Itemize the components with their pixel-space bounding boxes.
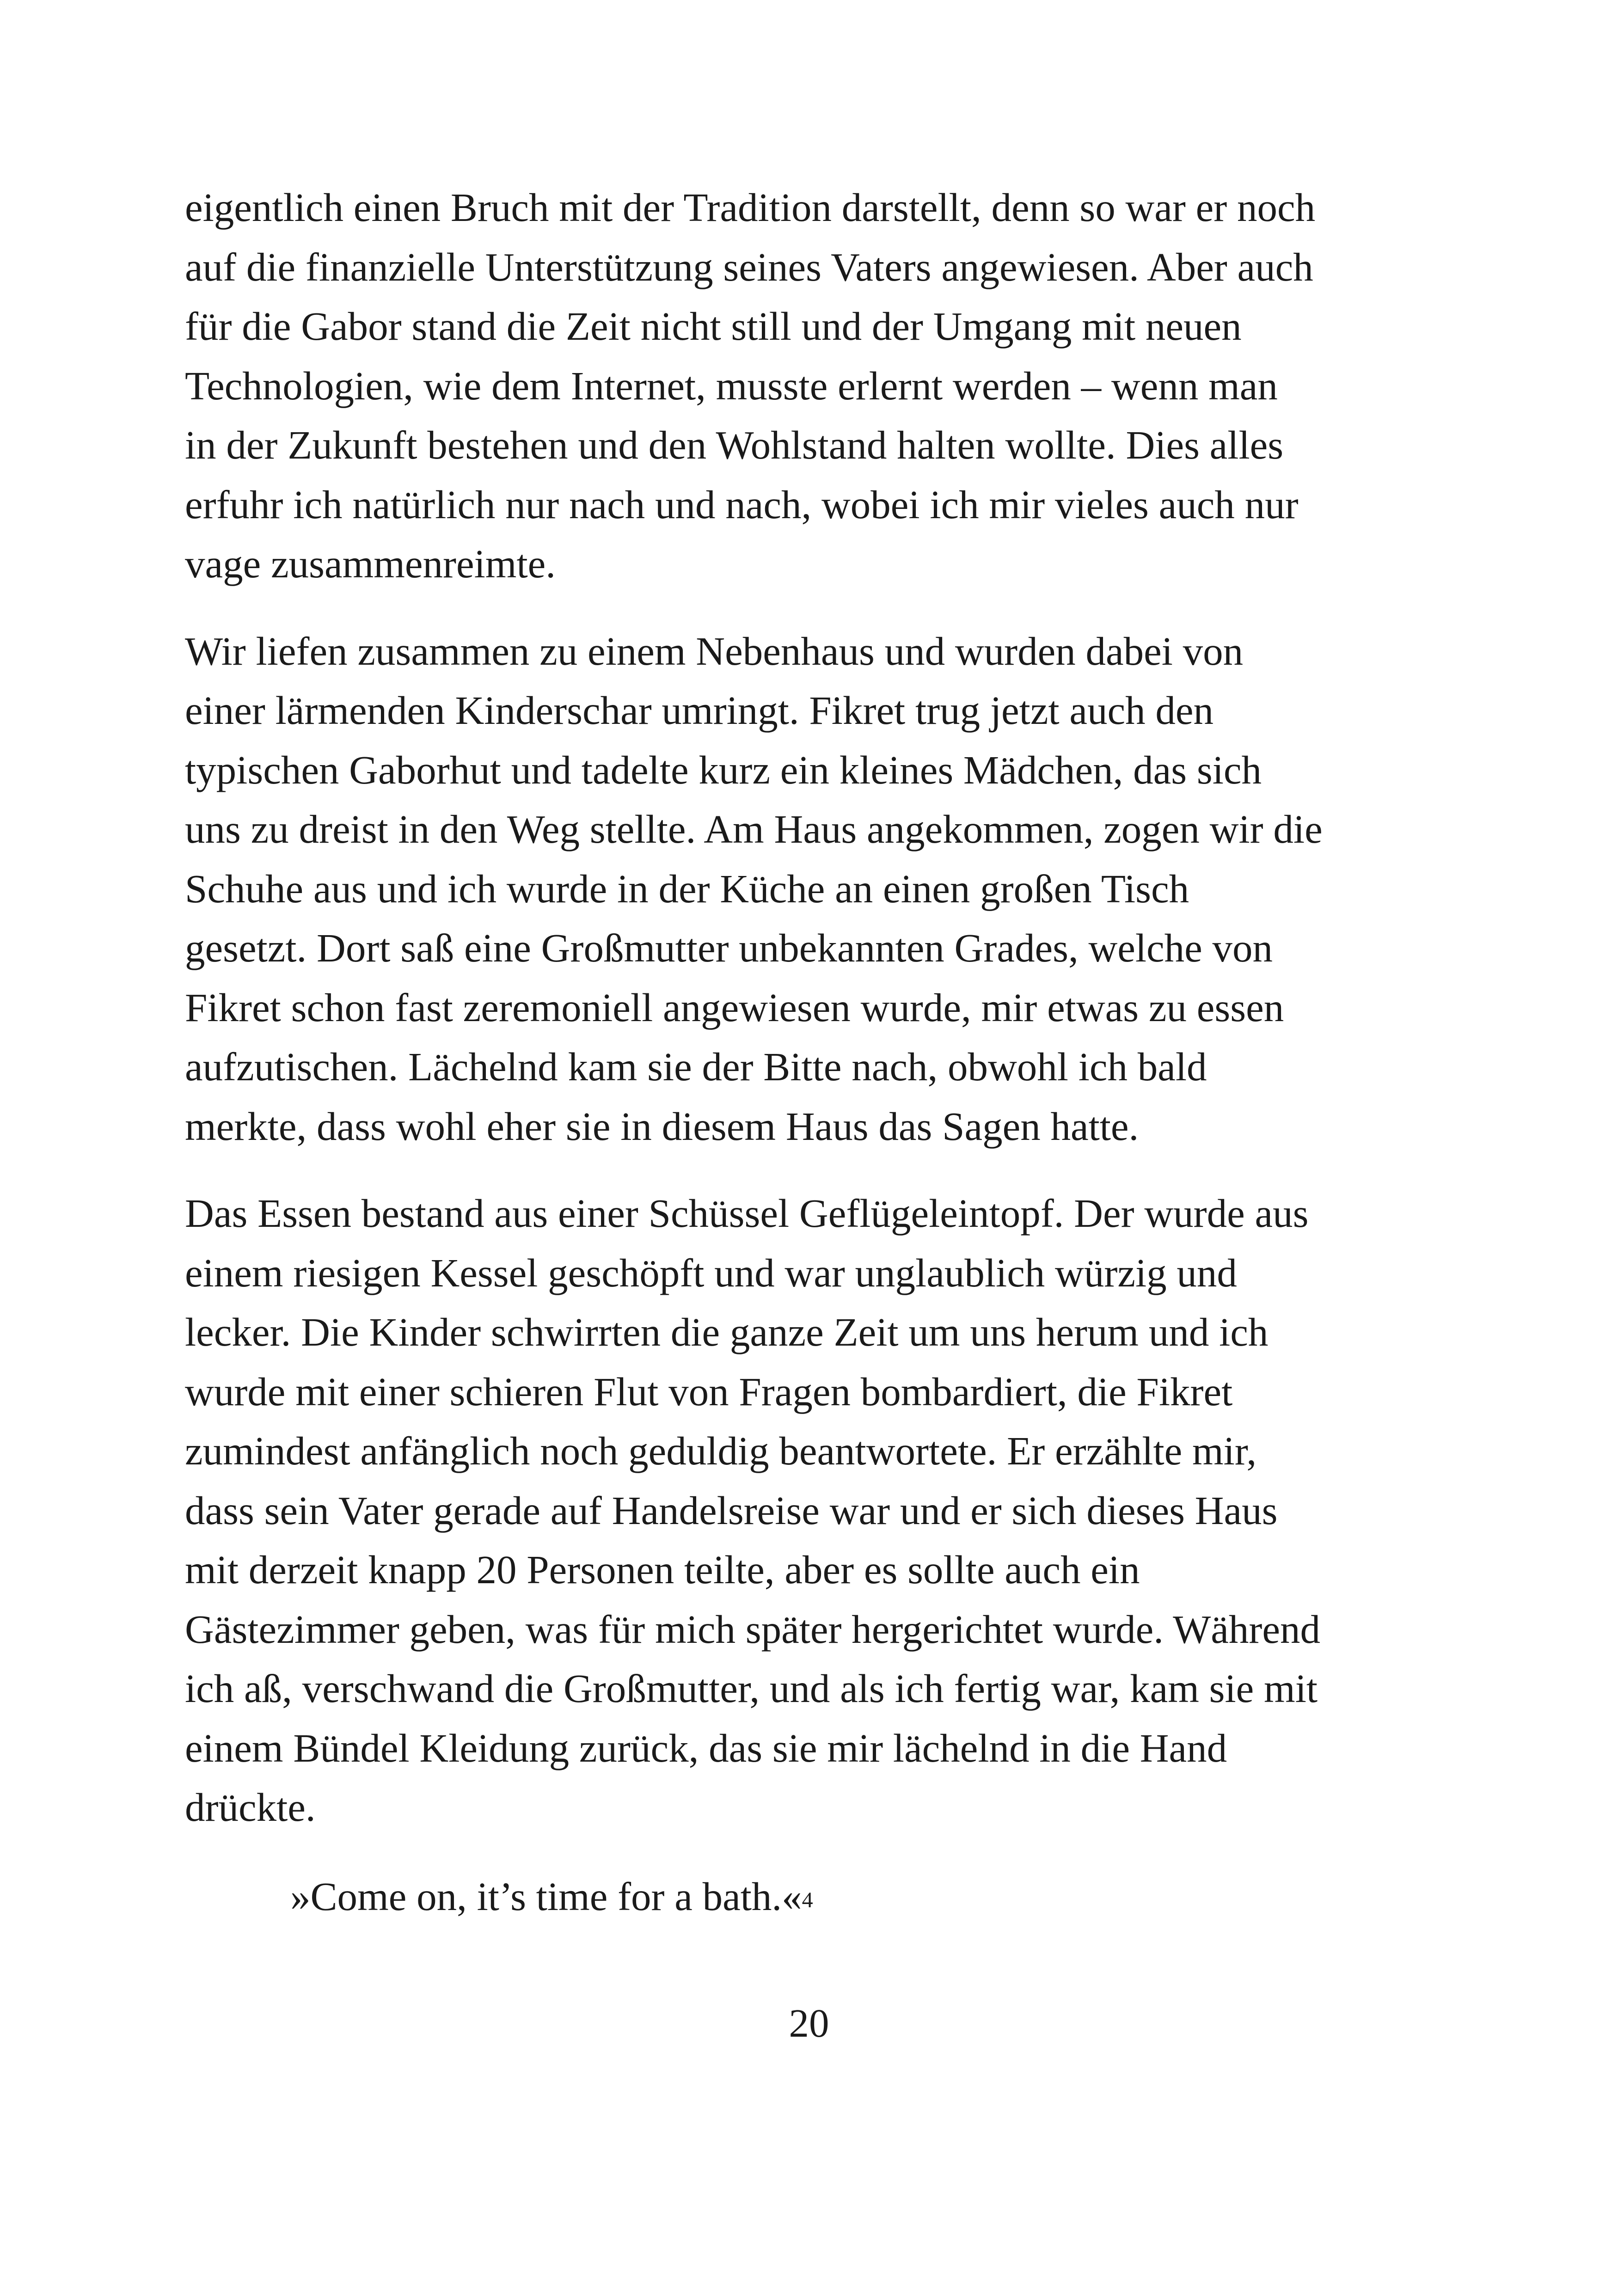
text-line: für die Gabor stand die Zeit nicht still und der Umgang mit neuen [185,304,1242,349]
paragraph-2 [185,622,1461,1157]
text-line: merkte, dass wohl eher sie in diesem Haus das Sagen hatte. [185,1103,1139,1149]
body-text [185,178,1461,1926]
text-line: in der Zukunft bestehen und den Wohlstand halten wollte. Dies alles [185,422,1284,467]
text-line: Wir liefen zusammen zu einem Nebenhaus und wurden dabei von [185,628,1244,673]
text-line: erfuhr ich natürlich nur nach und nach, wobei ich mir vieles auch nur [185,482,1299,527]
paragraph-1 [185,178,1461,594]
text-line: eigentlich einen Bruch mit der Tradition darstellt, denn so war er noch [185,185,1316,230]
text-line: Schuhe aus und ich wurde in der Küche an einen großen Tisch [185,866,1189,911]
text-line: einem Bündel Kleidung zurück, das sie mir lächelnd in die Hand [185,1725,1227,1770]
text-line: Das Essen bestand aus einer Schüssel Geflügeleintopf. Der wurde aus [185,1191,1309,1236]
text-line: uns zu dreist in den Weg stellte. Am Haus angekommen, zogen wir die [185,807,1323,851]
page-number: 20 [789,2001,829,2045]
text-line: vage zusammenreimte. [185,541,556,586]
text-line: typischen Gaborhut und tadelte kurz ein kleines Mädchen, das sich [185,747,1262,792]
paragraph-3 [185,1184,1461,1837]
text-line: auf die finanzielle Unterstützung seines Vaters angewiesen. Aber auch [185,244,1313,289]
text-line: Fikret schon fast zeremoniell angewiesen wurde, mir etwas zu essen [185,985,1284,1030]
text-line: aufzutischen. Lächelnd kam sie der Bitte nach, obwohl ich bald [185,1044,1207,1089]
quote-text: »Come on, it’s time for a bath.« [290,1874,802,1919]
text-line: drückte. [185,1785,316,1830]
text-line: einer lärmenden Kinderschar umringt. Fikret trug jetzt auch den [185,688,1214,733]
text-line: lecker. Die Kinder schwirrten die ganze Zeit um uns herum und ich [185,1310,1269,1354]
text-line: wurde mit einer schieren Flut von Fragen bombardiert, die Fikret [185,1369,1233,1414]
text-line: Technologien, wie dem Internet, musste erlernt werden – wenn man [185,363,1278,408]
text-line: gesetzt. Dort saß eine Großmutter unbekannten Grades, welche von [185,925,1273,970]
footnote-marker[interactable]: 4 [802,1887,813,1912]
text-line: zumindest anfänglich noch geduldig beantwortete. Er erzählte mir, [185,1428,1257,1473]
text-line: einem riesigen Kessel geschöpft und war unglaublich würzig und [185,1250,1237,1295]
text-line: mit derzeit knapp 20 Personen teilte, aber es sollte auch ein [185,1547,1140,1592]
text-line: dass sein Vater gerade auf Handelsreise war und er sich dieses Haus [185,1488,1278,1533]
dialogue-quote [185,1867,1461,1927]
text-line: ich aß, verschwand die Großmutter, und als ich fertig war, kam sie mit [185,1666,1318,1711]
text-line: Gästezimmer geben, was für mich später hergerichtet wurde. Während [185,1606,1320,1652]
